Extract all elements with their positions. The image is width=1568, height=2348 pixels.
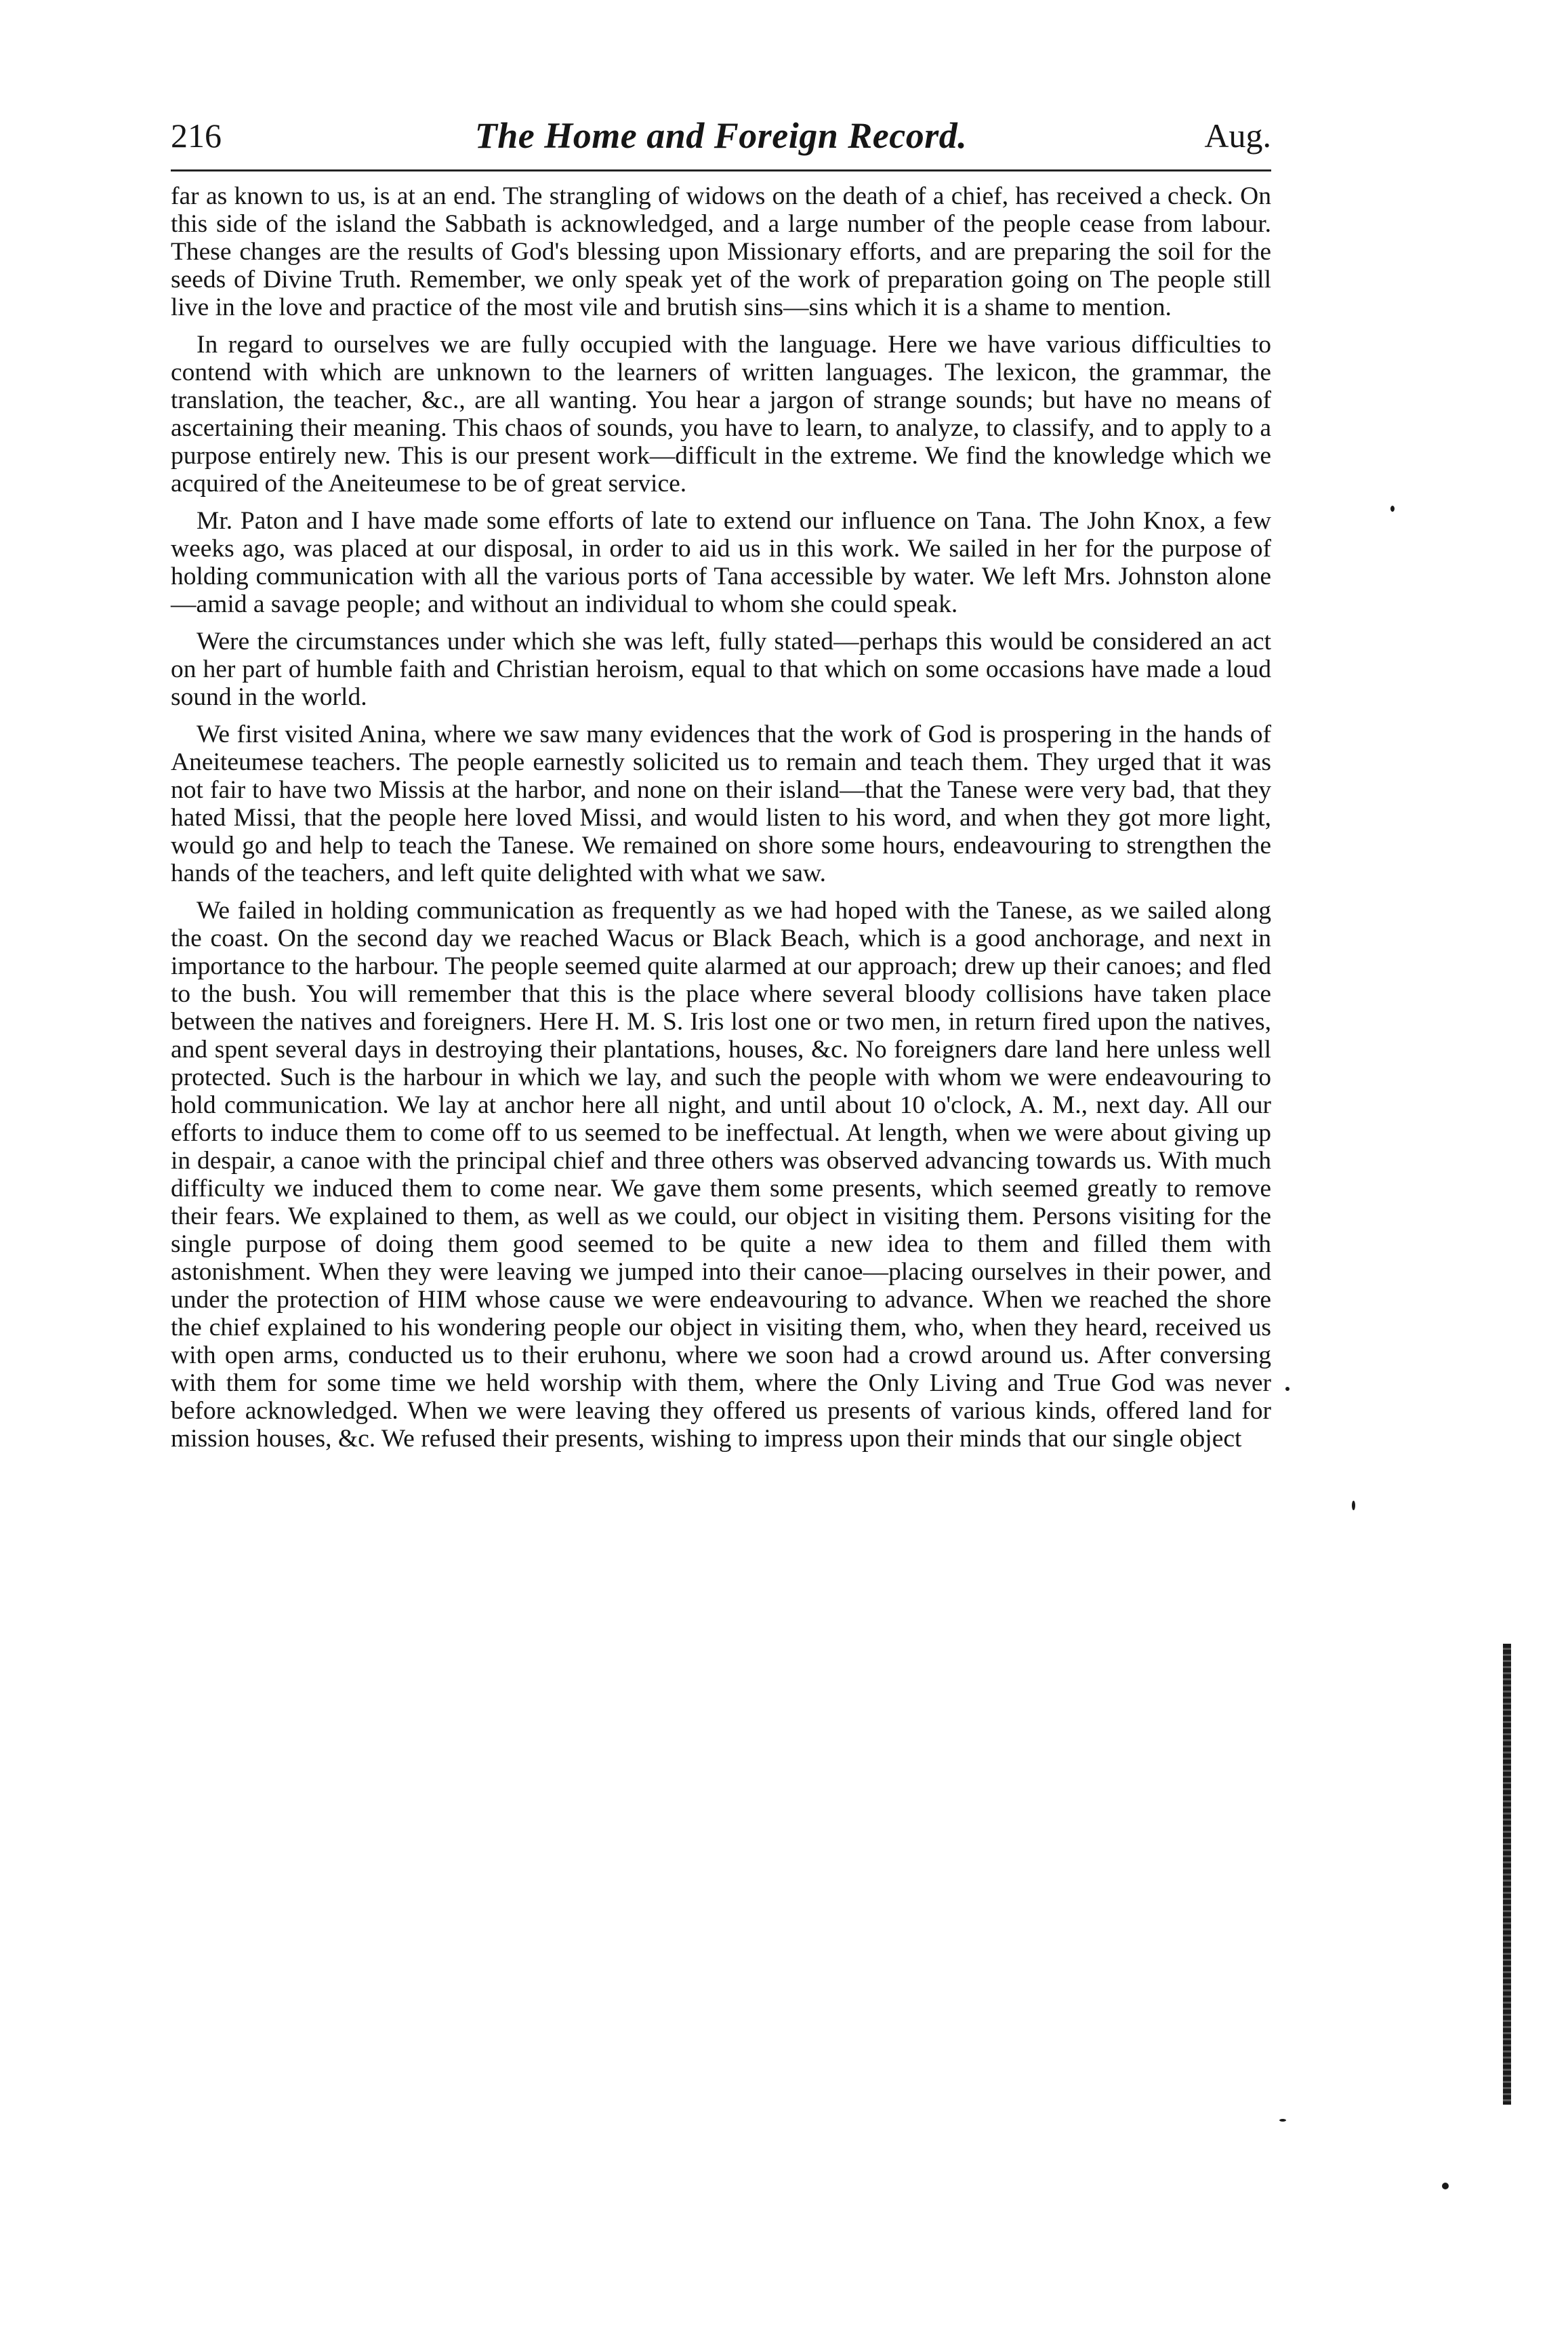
- page: [171, 107, 1271, 1462]
- margin-speck: [1279, 2119, 1286, 2122]
- paragraph-3: Mr. Paton and I have made some efforts of late to extend our influence on Tana. The John Knox, a few weeks ago, was placed at our disposal, in order to aid us in this work. We sailed in her for the purpose of holding communication with all the various ports of Tana accessible by water. We left Mrs. Johnston alone—amid a savage people; and without an individual to whom she could speak.: [171, 507, 1271, 618]
- margin-speck: [1352, 1501, 1355, 1510]
- running-title: The Home and Foreign Record.: [474, 115, 968, 156]
- issue-month: Aug.: [1204, 117, 1271, 155]
- paragraph-2: In regard to ourselves we are fully occupied with the language. Here we have various difficulties to contend with which are unknown to the learners of written languages. The lexicon, the grammar, the translation, the teacher, &c., are all wanting. You hear a jargon of strange sounds; but have no means of ascertaining their meaning. This chaos of sounds, you have to learn, to analyze, to classify, and to apply to a purpose entirely new. This is our present work—difficult in the extreme. We find the knowledge which we acquired of the Aneiteumese to be of great service.: [171, 331, 1271, 498]
- margin-speck: [1390, 506, 1395, 512]
- margin-speck: [1285, 1387, 1290, 1391]
- paragraph-4: Were the circumstances under which she was left, fully stated—perhaps this would be considered an act on her part of humble faith and Christian heroism, equal to that which on some occasions have made a loud sound in the world.: [171, 628, 1271, 711]
- page-number: 216: [171, 117, 222, 155]
- header-rule: [171, 169, 1271, 171]
- article-body: [171, 182, 1271, 1453]
- margin-speck: [1442, 2183, 1449, 2189]
- margin-scan-bar: [1503, 1644, 1511, 2105]
- paragraph-1: far as known to us, is at an end. The strangling of widows on the death of a chief, has received a check. On this side of the island the Sabbath is acknowledged, and a large number of the people cease from labour. These changes are the results of God's blessing upon Missionary efforts, and are preparing the soil for the seeds of Divine Truth. Remember, we only speak yet of the work of preparation going on The people still live in the love and practice of the most vile and brutish sins—sins which it is a shame to mention.: [171, 182, 1271, 321]
- paragraph-5: We first visited Anina, where we saw many evidences that the work of God is prospering in the hands of Aneiteumese teachers. The people earnestly solicited us to remain and teach them. They urged that it was not fair to have two Missis at the harbor, and none on their island—that the Tanese were very bad, that they hated Missi, that the people here loved Missi, and would listen to his word, and when they got more light, would go and help to teach the Tanese. We remained on shore some hours, endeavouring to strengthen the hands of the teachers, and left quite delighted with what we saw.: [171, 721, 1271, 887]
- running-header: [171, 107, 1271, 164]
- paragraph-6: We failed in holding communication as frequently as we had hoped with the Tanese, as we sailed along the coast. On the second day we reached Wacus or Black Beach, which is a good anchorage, and next in importance to the harbour. The people seemed quite alarmed at our approach; drew up their canoes; and fled to the bush. You will remember that this is the place where several bloody collisions have taken place between the natives and foreigners. Here H. M. S. Iris lost one or two men, in return fired upon the natives, and spent several days in destroying their plantations, houses, &c. No foreigners dare land here unless well protected. Such is the harbour in which we lay, and such the people with whom we were endeavouring to hold communication. We lay at anchor here all night, and until about 10 o'clock, A. M., next day. All our efforts to induce them to come off to us seemed to be ineffectual. At length, when we were about giving up in despair, a canoe with the principal chief and three others was observed advancing towards us. With much difficulty we induced them to come near. We gave them some presents, which seemed greatly to remove their fears. We explained to them, as well as we could, our object in visiting them. Persons visiting for the single purpose of doing them good seemed to be quite a new idea to them and filled them with astonishment. When they were leaving we jumped into their canoe—placing ourselves in their power, and under the protection of HIM whose cause we were endeavouring to advance. When we reached the shore the chief explained to his wondering people our object in visiting them, who, when they heard, received us with open arms, conducted us to their eruhonu, where we soon had a crowd around us. After conversing with them for some time we held worship with them, where the Only Living and True God was never before acknowledged. When we were leaving they offered us presents of various kinds, offered land for mission houses, &c. We refused their presents, wishing to impress upon their minds that our single object: [171, 897, 1271, 1453]
